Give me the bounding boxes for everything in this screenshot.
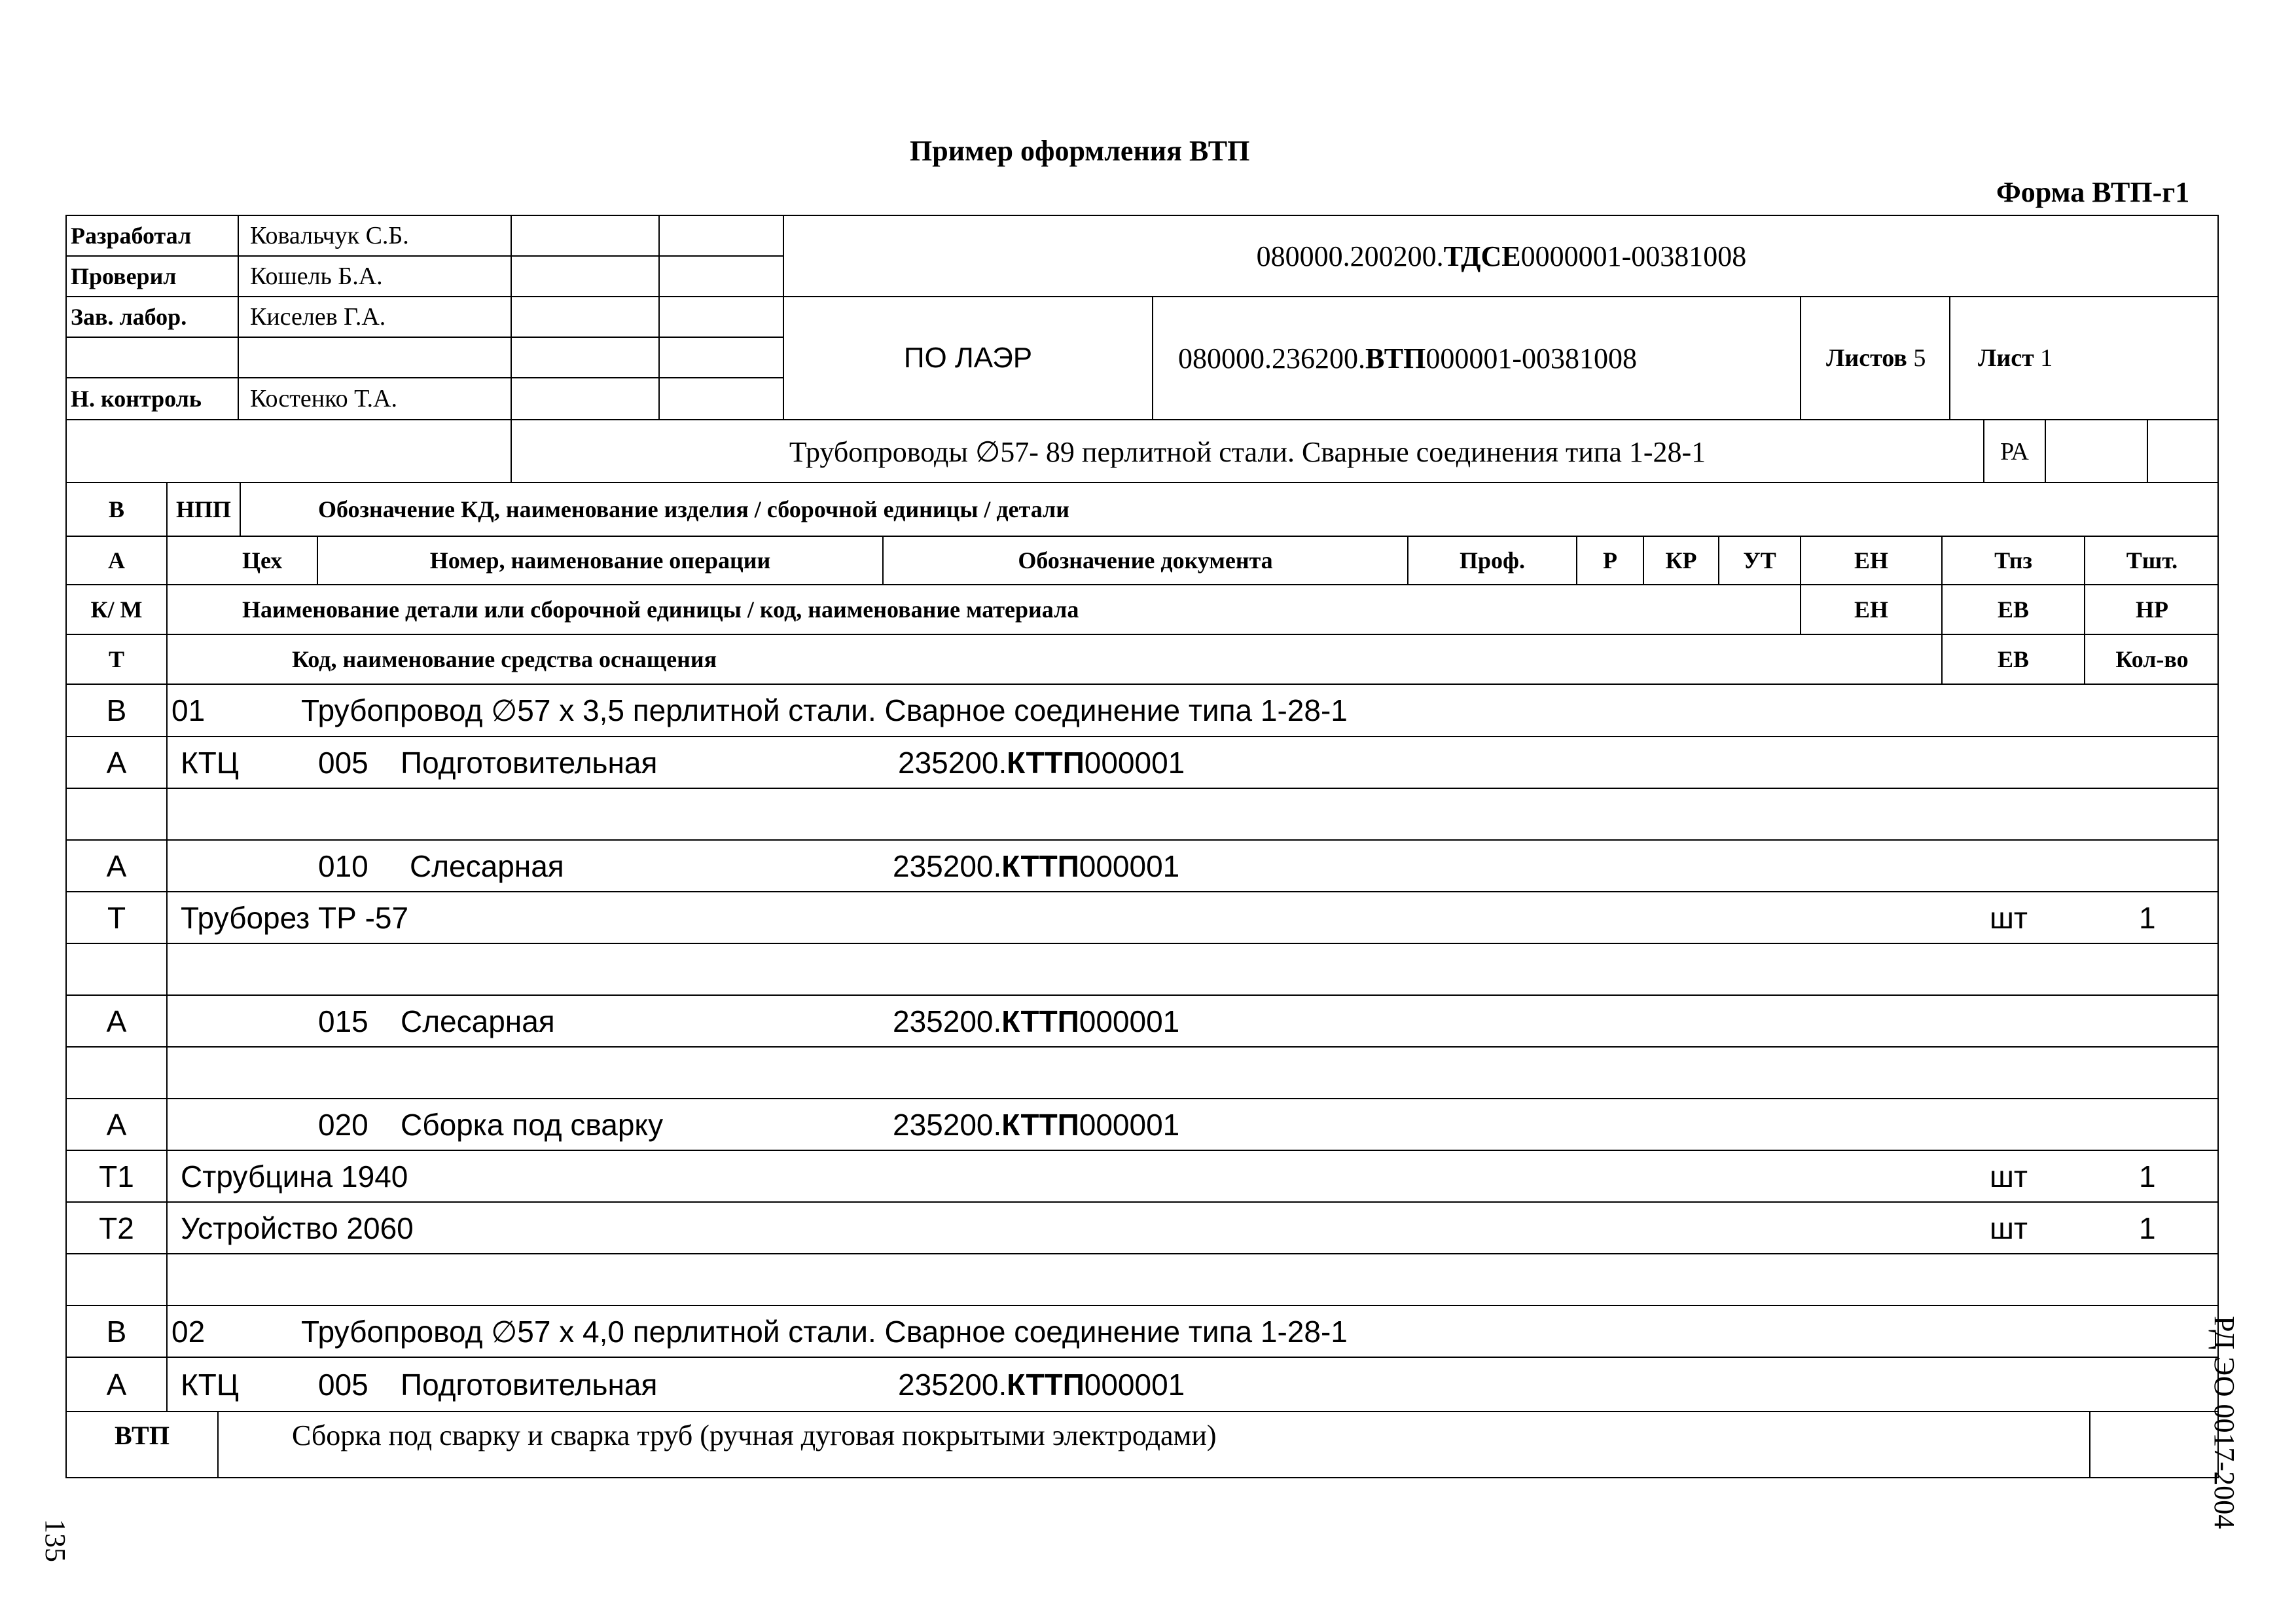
row-doc-code: 235200. КТТП 000001 [893,1107,1180,1142]
row-qty: 1 [2139,1159,2156,1194]
row-op-name: Сборка под сварку [401,1107,664,1142]
page-title: Пример оформления ВТП [910,135,1250,167]
header-part-name: Наименование детали или сборочной единицы / код, наименование материала [242,596,1079,623]
row-type: В [106,1314,127,1349]
row-op-number: 020 [318,1107,368,1142]
stamp-name-developed: Ковальчук С.Б. [250,222,409,249]
header-ut: УТ [1743,547,1776,574]
header-en-2: ЕН [1854,596,1888,623]
header-tsht: Тшт. [2126,547,2178,574]
row-doc-code: 235200. КТТП 000001 [898,1367,1185,1402]
row-type: А [106,1107,127,1142]
footer-text: Сборка под сварку и сварка труб (ручная дуговая покрытыми электродами) [292,1419,1217,1451]
row-tool-name: Устройство 2060 [181,1211,414,1245]
stamp-name-norm-control: Костенко Т.А. [250,385,397,412]
row-op-name: Слесарная [410,848,564,883]
stamp-role-lab-head: Зав. лабор. [71,304,187,330]
row-qty: 1 [2139,1211,2156,1245]
organization: ПО ЛАЭР [903,342,1033,374]
row-number: 02 [171,1314,206,1349]
row-op-name: Подготовительная [401,1367,658,1402]
row-type: В [106,693,127,727]
row-op-name: Слесарная [401,1004,555,1038]
header-kd-designation: Обозначение КД, наименование изделия / сборочной единицы / детали [318,496,1069,522]
row-type: Т1 [99,1159,134,1194]
header-tool-code: Код, наименование средства оснащения [292,646,717,672]
row-item-name: Трубопровод ∅57 х 3,5 перлитной стали. Сварное соединение типа 1-28-1 [301,693,1348,727]
stamp-role-norm-control: Н. контроль [71,386,202,412]
row-op-number: 005 [318,745,368,780]
row-op-number: 005 [318,1367,368,1402]
document-code-top: 080000.200200. ТДСЕ 0000001-00381008 [1256,240,1747,272]
footer-label: ВТП [115,1420,170,1450]
row-tool-name: Струбцина 1940 [181,1159,408,1194]
row-type: А [106,1004,127,1038]
header-km: К/ М [90,596,143,623]
row-qty: 1 [2139,900,2156,935]
header-npp: НПП [175,496,231,522]
row-doc-code: 235200. КТТП 000001 [893,1004,1180,1038]
header-tpz: Тпз [1994,547,2032,574]
row-unit: шт [1990,1211,2028,1245]
row-unit: шт [1990,1159,2028,1194]
row-op-number: 010 [318,848,368,883]
row-number: 01 [171,693,206,727]
header-v: В [108,496,124,522]
row-shop: КТЦ [181,1367,239,1402]
row-item-name: Трубопровод ∅57 х 4,0 перлитной стали. Сварное соединение типа 1-28-1 [301,1314,1348,1349]
header-qty: Кол-во [2115,646,2189,672]
stamp-role-developed: Разработал [71,223,192,249]
header-document: Обозначение документа [1018,547,1273,574]
row-type: А [106,745,127,780]
header-ev-2: ЕВ [1997,646,2030,672]
document-code: 080000.236200. ВТП 000001-00381008 [1178,342,1637,374]
row-type: Т2 [99,1211,134,1245]
header-en: ЕН [1854,547,1888,574]
side-standard: РД ЭО 0017-2004 [2208,1316,2240,1529]
row-type: А [106,1367,127,1402]
header-kr: КР [1665,547,1697,574]
stamp-name-checked: Кошель Б.А. [250,263,383,290]
header-ev: ЕВ [1997,596,2030,623]
stamp-name-lab-head: Киселев Г.А. [250,303,386,331]
row-op-name: Подготовительная [401,745,658,780]
row-unit: шт [1990,900,2028,935]
subject: Трубопроводы ∅57- 89 перлитной стали. Сварные соединения типа 1-28-1 [789,435,1706,468]
header-shop: Цех [242,547,283,574]
header-a: А [108,547,125,574]
row-type: Т [107,900,126,935]
row-doc-code: 235200. КТТП 000001 [893,848,1180,883]
sheets-total: Листов 5 [1826,344,1926,372]
row-tool-name: Труборез ТР -57 [181,900,409,935]
ra-label: РА [2000,438,2029,465]
page-number: 135 [39,1519,71,1562]
header-t: Т [108,646,124,672]
sheet-number: Лист 1 [1978,344,2053,372]
row-shop: КТЦ [181,745,239,780]
row-type: А [106,848,127,883]
row-op-number: 015 [318,1004,368,1038]
header-nr: НР [2136,596,2168,623]
row-doc-code: 235200. КТТП 000001 [898,745,1185,780]
header-operation: Номер, наименование операции [429,547,771,574]
form-label: Форма ВТП-г1 [1996,176,2190,208]
header-prof: Проф. [1460,547,1525,574]
header-r: Р [1603,547,1617,574]
stamp-role-checked: Проверил [71,263,177,289]
